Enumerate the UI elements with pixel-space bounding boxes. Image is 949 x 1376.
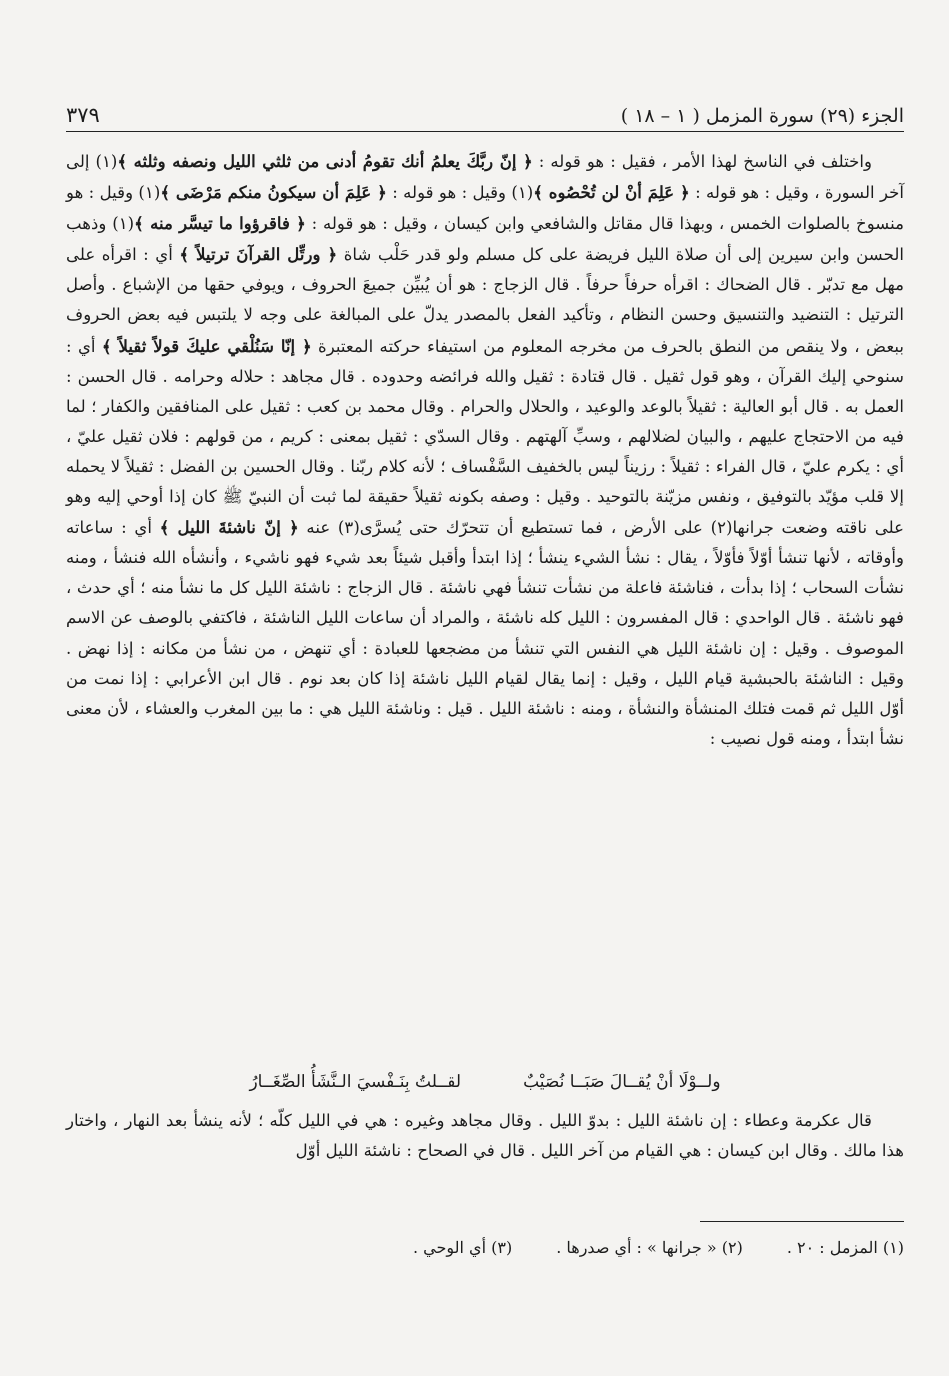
quran-quote: ﴿ ورتِّل القرآنَ ترتيلاً ﴾ <box>179 244 338 265</box>
footnote-3: (٣) أي الوحي . <box>412 1238 513 1257</box>
quran-quote: ﴿ إنّ ربَّكَ يعلمُ أنك تقومُ أدنى من ثلثي الليل ونصفه وثلثه ﴾ <box>117 151 533 171</box>
text-segment: (١) وقيل : هو منسوخ بالصلوات الخمس ، وبهذا قال مقاتل والشافعي وابن كيسان ، وقيل : هو قوله : <box>66 183 904 234</box>
continuation-paragraph <box>66 1106 904 1166</box>
verse-hemistich-second: لقــلتُ بِنَـفْسيَ الـنَّشَأُ الصِّغَــارُ <box>249 1072 462 1092</box>
quran-quote: ﴿ إنّ ناشئةَ الليل ﴾ <box>159 517 299 538</box>
footnote-divider <box>700 1221 904 1222</box>
running-title: الجزء (٢٩) سورة المزمل ( ١ – ١٨ ) <box>620 105 904 127</box>
quran-quote: ﴿ إنّا سَنُلْقي عليكَ قولاً ثقيلاً ﴾ <box>101 335 312 356</box>
text-segment: (١) إلى آخر السورة ، وقيل : هو قوله : <box>66 152 904 203</box>
text-segment: (١) وقيل : هو قوله : <box>386 183 534 203</box>
quran-quote: ﴿ عَلِمَ أن سيكونُ منكم مَرْضَى ﴾ <box>160 182 387 203</box>
footnote-2: (٢) « جرانها » : أي صدرها . <box>556 1238 743 1257</box>
poetry-verse <box>66 1072 904 1092</box>
quran-quote: ﴿ فاقرؤوا ما تيسَّر منه ﴾ <box>134 213 306 234</box>
text-segment: قال عكرمة وعطاء : إن ناشئة الليل : بدوّ الليل . وقال مجاهد وغيره : هي في الليل كلّه ؛ لأنه ينشأ بعد النهار ، واختار هذا مالك . وقال ابن كيسان : هي القيام من آخر الليل . قال في الصحاح : ناشئة الليل أوّل <box>66 1111 904 1161</box>
continuation-text <box>66 1106 904 1166</box>
footnotes <box>66 1238 904 1257</box>
text-segment: (١) وذهب الحسن وابن سيرين إلى أن صلاة الليل فريضة على كل مسلم ولو قدر حَلْب شاة <box>66 214 904 265</box>
text-segment: أي : اقرأه على مهل مع تدبّر . قال الضحاك : اقرأه حرفاً حرفاً . قال الزجاج : هو أن يُبيِّن جميعَ الحروف ، ويوفي حقها من الإشباع . وأصل الترتيل : التنضيد والتنسيق وحسن النظام ، وتأكيد الفعل بالمصدر يدلّ على المبالغة على وجه لا يلتبس فيه بعض الحروف ببعض ، ولا ينقص من النطق بالحرف من مخرجه المعلوم من استيفاء حركته المعتبرة <box>66 245 904 356</box>
verse-hemistich-first: ولــوْلَا أنْ يُقــالَ صَبَــا نُصَيْبٌ <box>523 1072 721 1092</box>
text-segment: أي : سنوحي إليك القرآن ، وهو قول ثقيل . قال قتادة : ثقيل والله فرائضه وحدوده . قال مجاهد : حلاله وحرامه . قال الحسن : العمل به . قال أبو العالية : ثقيلاً بالوعد والوعيد ، والحلال والحرام . وقال محمد بن كعب : ثقيل على المنافقين والكفار ؛ لما فيه من الاحتجاج عليهم ، والبيان لضلالهم ، وسبِّ آلهتهم . وقال السدّي : ثقيل بمعنى : كريم ، من قولهم : فلان ثقيل عليّ ، أي : يكرم عليّ ، قال الفراء : ثقيلاً : رزيناً ليس بالخفيف السَّفْساف ؛ لأنه كلام ربّنا . وقال الحسين بن الفضل : ثقيلاً لا يحمله إلا قلب مؤيّد بالتوفيق ، ونفس مزيّنة بالتوحيد . وقيل : وصفه بكونه ثقيلاً حقيقة لما ثبت أن النبيّ ﷺ كان إذا أوحي إليه وهو على ناقته وضعت جرانها(٢) على الأرض ، فما تستطيع أن تتحرّك حتى يُسرَّى(٣) عنه <box>66 336 904 538</box>
main-text <box>66 146 904 754</box>
page-header <box>66 96 904 132</box>
main-paragraph <box>66 146 904 754</box>
quran-quote: ﴿ عَلِمَ أنْ لن تُحْصُوه ﴾ <box>533 182 690 203</box>
text-segment: أي : ساعاته وأوقاته ، لأنها تنشأ أوّلاً فأوّلاً ، يقال : نشأ الشيء ينشأ ؛ إذا ابتدأ وأقبل شيئاً بعد شيء فهو ناشيء ، وأنشأه الله فنشأ ، ومنه نشأت السحاب ؛ إذا بدأت ، فناشئة فاعلة من نشأت تنشأ فهي ناشئة . قال الزجاج : ناشئة الليل كل ما نشأ منه ؛ أي حدث ، فهو ناشئة . قال الواحدي : قال المفسرون : الليل كله ناشئة ، والمراد أن ساعات الليل الناشئة ، فاكتفي بالوصف عن الاسم الموصوف . وقيل : إن ناشئة الليل هي النفس التي تنشأ من مضجعها للعبادة : أي تنهض ، من نشأ من مكانه : إذا نهض . وقيل : الناشئة بالحبشية قيام الليل ، وقيل : إنما يقال لقيام الليل ناشئة إذا كان بعد نوم . قال ابن الأعرابي : إذا نمت من أوّل الليل ثم قمت فتلك المنشأة والنشأة ، ومنه : ناشئة الليل . قيل : وناشئة الليل هي : ما بين المغرب والعشاء ، لأن معنى نشأ ابتدأ ، ومنه قول نصيب : <box>66 518 904 748</box>
footnote-1: (١) المزمل : ٢٠ . <box>786 1238 904 1257</box>
page-number: ٣٧٩ <box>66 103 100 127</box>
text-segment: واختلف في الناسخ لهذا الأمر ، فقيل : هو قوله : <box>532 152 872 171</box>
